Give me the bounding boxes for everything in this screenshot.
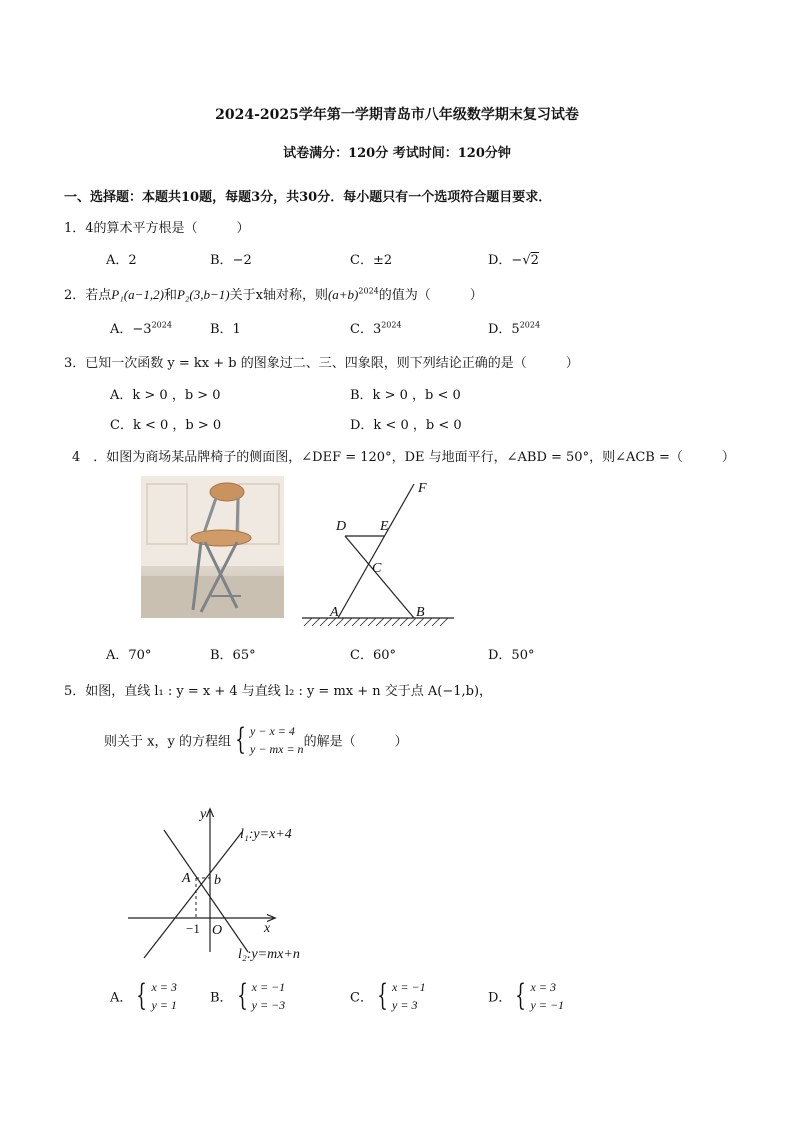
q2-a-base: A．−3 xyxy=(110,322,152,337)
diagram-label-e: E xyxy=(380,519,389,534)
q5-b-row1: x = −1 xyxy=(251,980,286,994)
graph-label-l1: l₁:y=x+4 xyxy=(240,827,292,842)
q3-option-a[interactable]: A．k > 0 ，b > 0 xyxy=(110,388,221,403)
q5-d-label: D． xyxy=(488,990,512,1006)
q5-sys-row2: y − mx = n xyxy=(250,742,304,756)
q2-mid: 和 xyxy=(163,288,177,303)
q5-a-label: A． xyxy=(110,990,133,1006)
q2-option-a[interactable] xyxy=(110,318,172,337)
q1-option-d-radicand: 2 xyxy=(530,253,539,268)
q1-option-b[interactable]: B．−2 xyxy=(210,253,252,268)
diagram-label-b: B xyxy=(416,605,425,620)
q5-c-row2: y = 3 xyxy=(392,998,418,1012)
question-5-stem: 5．如图，直线 l₁ : y = x + 4 与直线 l₂ : y = mx + n 交于点 A(−1,b)， xyxy=(64,684,493,699)
q3-option-c[interactable]: C．k < 0 ，b > 0 xyxy=(110,418,222,433)
q2-expr: (a+b) xyxy=(327,287,359,302)
q2-point-p1: P₁(a−1,2) xyxy=(111,287,164,302)
section-heading: 一、选择题：本题共10题，每题3分，共30分．每小题只有一个选项符合题目要求． xyxy=(64,190,552,205)
graph-label-origin: O xyxy=(212,923,223,938)
q2-exp: 2024 xyxy=(358,286,379,296)
q5-option-d[interactable]: D． { x = 3 y = −1 xyxy=(488,978,565,1013)
exam-title: 2024-2025学年第一学期青岛市八年级数学期末复习试卷 xyxy=(215,107,579,123)
q2-tail: 的值为（ ） xyxy=(378,288,483,303)
q5-sys-row1: y − x = 4 xyxy=(250,724,295,738)
question-1-stem: 1．4的算术平方根是（ ） xyxy=(64,221,250,236)
graph-label-y: y xyxy=(200,807,207,822)
q1-option-d-prefix: D．−√ xyxy=(488,253,531,268)
q2-c-exp: 2024 xyxy=(381,320,402,330)
diagram-label-d: D xyxy=(336,519,347,534)
q2-d-base: D．5 xyxy=(488,322,520,337)
q2-c-base: C．3 xyxy=(350,322,382,337)
diagram-label-f: F xyxy=(418,481,427,496)
q3-option-d[interactable]: D．k < 0 ，b < 0 xyxy=(350,418,462,433)
q5-graph xyxy=(124,802,314,962)
q2-option-c[interactable] xyxy=(350,318,402,337)
q2-option-d[interactable] xyxy=(488,318,540,337)
q5-d-row1: x = 3 xyxy=(530,980,556,994)
chair-illustration xyxy=(141,476,284,618)
diagram-label-c: C xyxy=(372,561,382,576)
q5-d-row2: y = −1 xyxy=(530,998,565,1012)
q5-c-row1: x = −1 xyxy=(392,980,426,994)
graph-label-b: b xyxy=(214,873,221,888)
graph-label-minus-one: −1 xyxy=(186,921,200,936)
q5-stem2-post: 的解是（ ） xyxy=(303,734,408,750)
q1-option-a[interactable]: A．2 xyxy=(106,253,137,268)
q5-b-row2: y = −3 xyxy=(251,998,286,1012)
chair-side-diagram xyxy=(298,476,460,628)
q5-a-row2: y = 1 xyxy=(151,998,177,1012)
q4-option-a[interactable]: A．70° xyxy=(106,648,152,663)
q4-option-d[interactable]: D．50° xyxy=(488,648,535,663)
graph-label-l2: l₂:y=mx+n xyxy=(238,947,300,962)
question-4-stem: 4 ．如图为商场某品牌椅子的侧面图，∠DEF = 120°，DE 与地面平行，∠ABD = 50°，则∠ACB =（ ） xyxy=(72,450,735,465)
graph-label-a: A xyxy=(182,871,191,886)
q4-option-c[interactable]: C．60° xyxy=(350,648,396,663)
q3-option-b[interactable]: B．k > 0 ，b < 0 xyxy=(350,388,461,403)
q5-option-a[interactable]: A． { x = 3 y = 1 xyxy=(110,978,177,1013)
q2-mid2: 关于x轴对称，则 xyxy=(229,288,328,303)
chair-photo xyxy=(141,476,284,618)
q5-c-label: C． xyxy=(350,990,373,1006)
q2-option-b[interactable]: B．1 xyxy=(210,322,241,337)
q4-option-b[interactable]: B．65° xyxy=(210,648,256,663)
q5-b-label: B． xyxy=(210,990,233,1006)
q2-point-p2: P₂(3,b−1) xyxy=(176,287,230,302)
q5-equation-system: { y − x = 4 y − mx = n xyxy=(235,722,304,757)
graph-label-x: x xyxy=(264,921,271,936)
q5-a-row1: x = 3 xyxy=(151,980,177,994)
q1-option-c[interactable]: C．±2 xyxy=(350,253,393,268)
question-5-stem-line2 xyxy=(104,722,408,758)
question-2-stem xyxy=(64,284,483,303)
q1-option-d[interactable] xyxy=(488,249,539,268)
diagram-label-a: A xyxy=(330,605,339,620)
q5-option-c[interactable]: C． { x = −1 y = 3 xyxy=(350,978,426,1013)
q5-option-b[interactable]: B． { x = −1 y = −3 xyxy=(210,978,286,1013)
q2-d-exp: 2024 xyxy=(519,320,541,330)
exam-subtitle: 试卷满分：120分 考试时间：120分钟 xyxy=(283,146,511,161)
q2-a-exp: 2024 xyxy=(151,320,172,330)
question-3-stem: 3．已知一次函数 y = kx + b 的图象过二、三、四象限，则下列结论正确的是（ ） xyxy=(64,356,579,371)
q2-num: 2．若点 xyxy=(64,288,112,303)
q5-stem2-pre: 则关于 x，y 的方程组 xyxy=(104,734,231,750)
